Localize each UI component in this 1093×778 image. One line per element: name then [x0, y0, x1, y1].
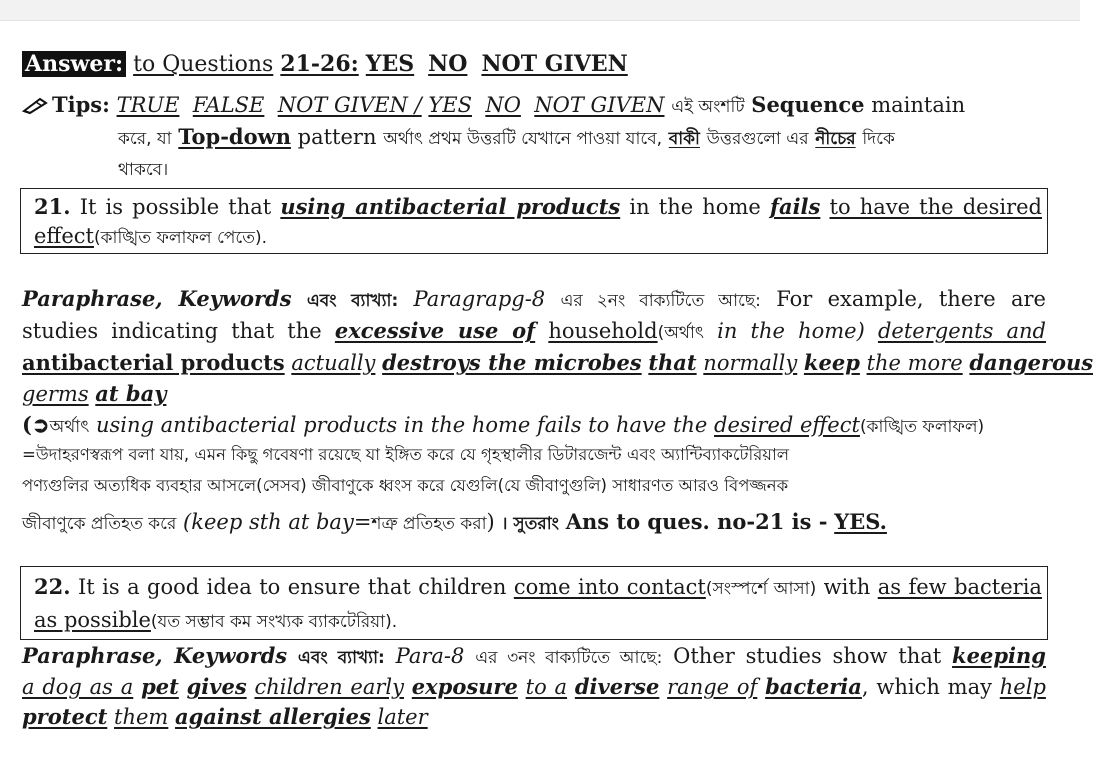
q21-para-l2a: studies indicating that the — [22, 319, 322, 343]
tips-pattern: pattern — [297, 125, 377, 149]
tips-ng-slash: NOT GIVEN / — [277, 93, 422, 117]
q22-para-them: them — [114, 705, 169, 729]
answer-no: NO — [428, 51, 468, 77]
q22-text-1: It is a good idea to ensure that children — [77, 575, 507, 599]
q22-para-against: against allergies — [175, 704, 371, 729]
q21-para-l2-bn: (অর্থাৎ — [657, 323, 704, 343]
tips-no: NO — [485, 93, 521, 117]
tips-baki: বাকী — [668, 129, 700, 149]
tips-false: FALSE — [192, 93, 265, 117]
q21-para-line-1 — [22, 285, 1046, 315]
q21-line-1 — [34, 193, 1042, 221]
top-bar — [0, 0, 1080, 21]
q21-para-household: household — [548, 319, 658, 343]
q21-para-destroys: destroys the microbes — [382, 350, 642, 375]
answer-range: 21-26: — [280, 51, 359, 77]
tips-bn-2: করে, যা — [118, 129, 172, 149]
answer-not-given: NOT GIVEN — [481, 51, 628, 77]
q21-para-germs: germs — [22, 382, 89, 406]
tips-sequence: Sequence — [751, 92, 865, 117]
q22-para-l1-en: Other studies show that — [673, 644, 942, 668]
q21-para-actually: actually — [291, 351, 376, 375]
tips-maintain: maintain — [871, 93, 966, 117]
q22-para-line-3 — [22, 703, 1046, 731]
q21-answer-text: Ans to ques. no-21 is - — [565, 509, 828, 534]
q21-expl-bn-1: অর্থাৎ — [49, 417, 90, 437]
q22-keyword-few: as few bacteria — [877, 575, 1042, 599]
answer-label: Answer: — [22, 51, 126, 77]
q21-keyword-effect: effect — [34, 224, 94, 248]
q21-para-antibac: antibacterial products — [22, 350, 285, 375]
q22-para-head: Paraphrase, Keywords — [22, 643, 288, 668]
q21-expl-line-3-text: পণ্যগুলির অত্যধিক ব্যবহার আসলে(সেসব) জীবাণুকে ধ্বংস করে যেগুলি(যে জীবাণুগুলি) সাধারণত আরও বিপজ্জনক — [22, 476, 789, 495]
q21-expl-l4-bn-2: শত্রু প্রতিহত করা — [371, 514, 487, 534]
q21-keyword-using: using antibacterial products — [280, 194, 621, 219]
q21-expl-en-1: using antibacterial products in the home fails to have the — [95, 413, 708, 437]
q21-para-ref: Paragrapg-8 — [413, 287, 546, 311]
q21-expl-line-1 — [22, 411, 1046, 441]
q22-number: 22. — [34, 574, 71, 599]
q22-para-help: help — [999, 675, 1046, 699]
q21-keyword-desired: to have the desired — [829, 195, 1042, 219]
tips-line-1 — [22, 91, 1046, 121]
tips-line-3 — [118, 154, 418, 184]
q21-expl-l4-close: ) — [486, 510, 495, 534]
tips-yes: YES — [428, 93, 472, 117]
q22-para-bacteria: bacteria — [765, 674, 862, 699]
q21-answer-yes: YES. — [834, 509, 887, 534]
q21-para-atbay: at bay — [95, 381, 167, 406]
tips-bn-1: এই অংশটি — [671, 97, 745, 117]
q22-para-gives: gives — [186, 674, 247, 699]
q22-keyword-contact: come into contact — [513, 575, 706, 599]
q22-para-protect: protect — [22, 704, 108, 729]
q22-para-pet: pet — [141, 674, 179, 699]
q22-bn-2: (যত সম্ভাব কম সংখ্যক ব্যাকটেরিয়া). — [150, 612, 398, 632]
q21-expl-l4-en: (keep sth at bay= — [183, 510, 372, 534]
q22-line-2 — [34, 606, 1042, 636]
q21-expl-l4-bn-3: । সুতরাং — [501, 514, 559, 534]
q22-para-line-1 — [22, 642, 1046, 672]
tips-bn-4: উত্তরগুলো এর — [706, 129, 809, 149]
q21-para-keep: keep — [803, 350, 860, 375]
q21-text-1: It is possible that — [79, 195, 272, 219]
tips-topdown: Top-down — [178, 124, 291, 149]
q22-text-2: with — [823, 575, 871, 599]
q21-para-line-2 — [22, 317, 1046, 347]
arrow-icon: (➲ — [22, 412, 50, 437]
q21-para-line-3 — [22, 349, 1093, 377]
q22-para-rangeof: range of — [667, 675, 758, 699]
q22-line-1 — [34, 573, 1042, 603]
answer-text: to Questions — [133, 52, 274, 77]
q21-para-dangerous: dangerous — [969, 350, 1093, 375]
q21-para-that: that — [648, 350, 697, 375]
q21-expl-line-4 — [22, 508, 1046, 538]
q22-para-diverse: diverse — [574, 674, 660, 699]
q21-expl-bn-2: (কাঙ্খিত ফলাফল) — [859, 417, 985, 437]
q21-expl-line-2 — [22, 441, 1046, 469]
tips-nicher: নীচের — [815, 129, 856, 149]
q22-para-ref: Para-8 — [395, 644, 465, 668]
q21-text-2: in the home — [629, 195, 761, 219]
q21-para-more: the more — [866, 351, 963, 375]
tips-label: Tips: — [52, 92, 110, 117]
tips-bn-6: থাকবে। — [118, 160, 169, 180]
q22-para-bn-1: এবং ব্যাখ্যা: — [297, 648, 385, 668]
q21-number: 21. — [34, 194, 71, 219]
tips-bn-3: অর্থাৎ প্রথম উত্তরটি যেখানে পাওয়া যাবে, — [383, 129, 663, 149]
q21-para-normally: normally — [703, 351, 798, 375]
q22-para-adog: a dog as a — [22, 675, 134, 699]
tips-line-2 — [118, 123, 1038, 153]
q22-para-bn-2: এর ৩নং বাক্যটিতে আছে: — [475, 648, 663, 668]
q21-expl-desired: desired effect — [714, 413, 860, 437]
q21-para-detergents: detergents and — [877, 319, 1047, 343]
q21-bn: (কাঙ্খিত ফলাফল পেতে). — [93, 228, 268, 248]
q22-para-line-2 — [22, 673, 1046, 701]
q22-keyword-possible: as possible — [34, 608, 151, 632]
q22-para-toa: to a — [525, 675, 568, 699]
q22-para-exposure: exposure — [411, 674, 518, 699]
q22-para-early: children early — [254, 675, 404, 699]
q21-para-bn-1: এবং ব্যাখ্যা: — [306, 291, 399, 311]
q22-para-which: , which may — [861, 675, 992, 699]
answer-header — [22, 50, 1046, 79]
q22-para-later: later — [377, 705, 428, 729]
pencil-hand-icon — [22, 91, 52, 119]
tips-true: TRUE — [116, 93, 180, 117]
q21-para-line-4 — [22, 380, 1046, 408]
tips-bn-5: দিকে — [862, 129, 895, 149]
q21-expl-line-3 — [22, 472, 1046, 500]
q21-para-l1-end: For example, there are — [776, 287, 1046, 311]
q21-para-bn-2: এর ২নং বাক্যটিতে আছে: — [560, 291, 761, 311]
q21-para-inhome: in the home) — [717, 319, 865, 343]
q21-para-head: Paraphrase, Keywords — [22, 286, 292, 311]
answer-yes: YES — [365, 51, 415, 77]
q21-keyword-fails: fails — [769, 194, 821, 219]
q21-line-2 — [34, 222, 1042, 252]
tips-not-given: NOT GIVEN — [534, 93, 665, 117]
q22-bn-1: (সংস্পর্শে আসা) — [705, 579, 817, 599]
q22-para-keeping: keeping — [952, 643, 1046, 668]
q21-expl-line-2-text: =উদাহরণস্বরূপ বলা যায়, এমন কিছু গবেষণা রয়েছে যা ইঙ্গিত করে যে গৃহস্থালীর ডিটারজেন্ট এবং অ্যান্টিব্যাকটেরিয়াল — [22, 445, 790, 464]
q21-para-excessive: excessive use of — [334, 318, 536, 343]
q21-expl-l4-bn-1: জীবাণুকে প্রতিহত করে — [22, 514, 177, 534]
